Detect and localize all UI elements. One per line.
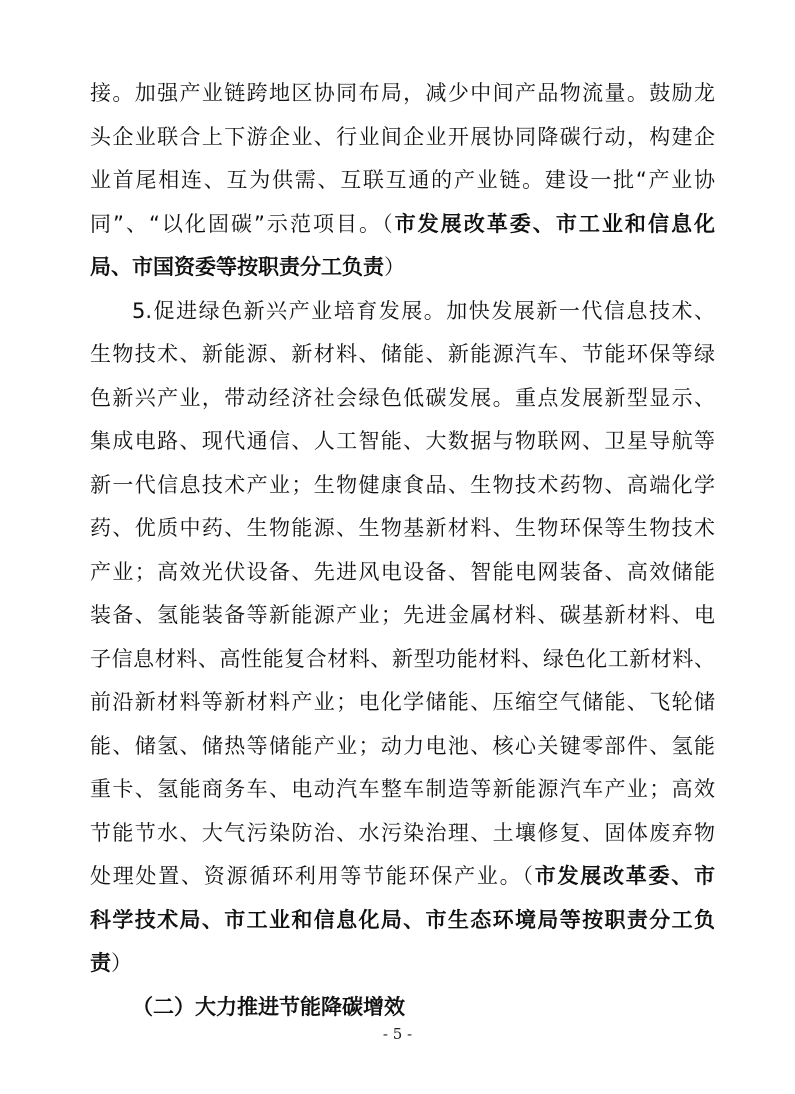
text-line: [90, 246, 715, 290]
text-segment: 药、优质中药、生物能源、生物基新材料、生物环保等生物技术: [90, 516, 715, 540]
text-line: [90, 855, 715, 899]
text-segment: 同”、“以化固碳”示范项目。（: [90, 211, 395, 236]
text-line: [90, 899, 715, 943]
text-line: [90, 290, 715, 334]
text-segment: 能、储氢、储热等储能产业；动力电池、核心关键零部件、氢能: [90, 733, 715, 758]
text-segment: 色新兴产业，带动经济社会绿色低碳发展。重点发展新型显示、: [90, 385, 715, 410]
text-segment: 业首尾相连、互为供需、互联互通的产业链。建设一批“产业协: [90, 168, 715, 192]
text-line: [90, 768, 715, 812]
text-line: [90, 72, 715, 116]
text-segment: ）: [111, 951, 132, 975]
text-line: [90, 942, 715, 986]
text-segment: 头企业联合上下游企业、行业间企业开展协同降碳行动，构建企: [90, 124, 715, 149]
text-segment: 前沿新材料等新材料产业；电化学储能、压缩空气储能、飞轮储: [90, 690, 715, 714]
text-segment: 新一代信息技术产业；生物健康食品、生物技术药物、高端化学: [90, 472, 715, 497]
text-line: [90, 420, 715, 464]
text-segment: 生物技术、新能源、新材料、储能、新能源汽车、节能环保等绿: [90, 342, 715, 366]
text-line: [90, 116, 715, 160]
text-segment: 产业；高效光伏设备、先进风电设备、智能电网装备、高效储能: [90, 559, 715, 584]
text-segment: 接。加强产业链跨地区协同布局，减少中间产品物流量。鼓励龙: [90, 81, 715, 105]
text-line: [90, 203, 715, 247]
bold-text-segment: 责: [90, 951, 111, 975]
bold-text-segment: 市发展改革委、市: [534, 864, 715, 888]
text-line: [90, 986, 715, 1030]
text-segment: ）: [384, 255, 405, 279]
text-segment: 重卡、氢能商务车、电动汽车整车制造等新能源汽车产业；高效: [90, 777, 715, 801]
text-segment: 处理处置、资源循环利用等节能环保产业。（: [90, 864, 535, 888]
text-line: [90, 464, 715, 508]
bold-text-segment: 科学技术局、市工业和信息化局、市生态环境局等按职责分工负: [90, 907, 715, 932]
text-segment: 集成电路、现代通信、人工智能、大数据与物联网、卫星导航等: [90, 429, 715, 453]
text-line: [90, 638, 715, 682]
bold-text-segment: （二）大力推进节能降碳增效: [132, 994, 405, 1019]
text-line: [90, 507, 715, 551]
text-segment: 5.促进绿色新兴产业培育发展。加快发展新一代信息技术、: [132, 298, 715, 323]
text-line: [90, 377, 715, 421]
text-line: [90, 725, 715, 769]
text-line: [90, 551, 715, 595]
text-segment: 装备、氢能装备等新能源产业；先进金属材料、碳基新材料、电: [90, 603, 715, 627]
bold-text-segment: 局、市国资委等按职责分工负责: [90, 255, 384, 279]
bold-text-segment: 市发展改革委、市工业和信息化: [394, 211, 715, 236]
page-number: - 5 -: [382, 1025, 413, 1043]
body-text: [90, 72, 715, 1029]
text-line: [90, 159, 715, 203]
text-segment: 节能节水、大气污染防治、水污染治理、土壤修复、固体废弃物: [90, 820, 715, 845]
text-segment: 子信息材料、高性能复合材料、新型功能材料、绿色化工新材料、: [90, 646, 715, 671]
text-line: [90, 812, 715, 856]
text-line: [90, 594, 715, 638]
text-line: [90, 333, 715, 377]
text-line: [90, 681, 715, 725]
